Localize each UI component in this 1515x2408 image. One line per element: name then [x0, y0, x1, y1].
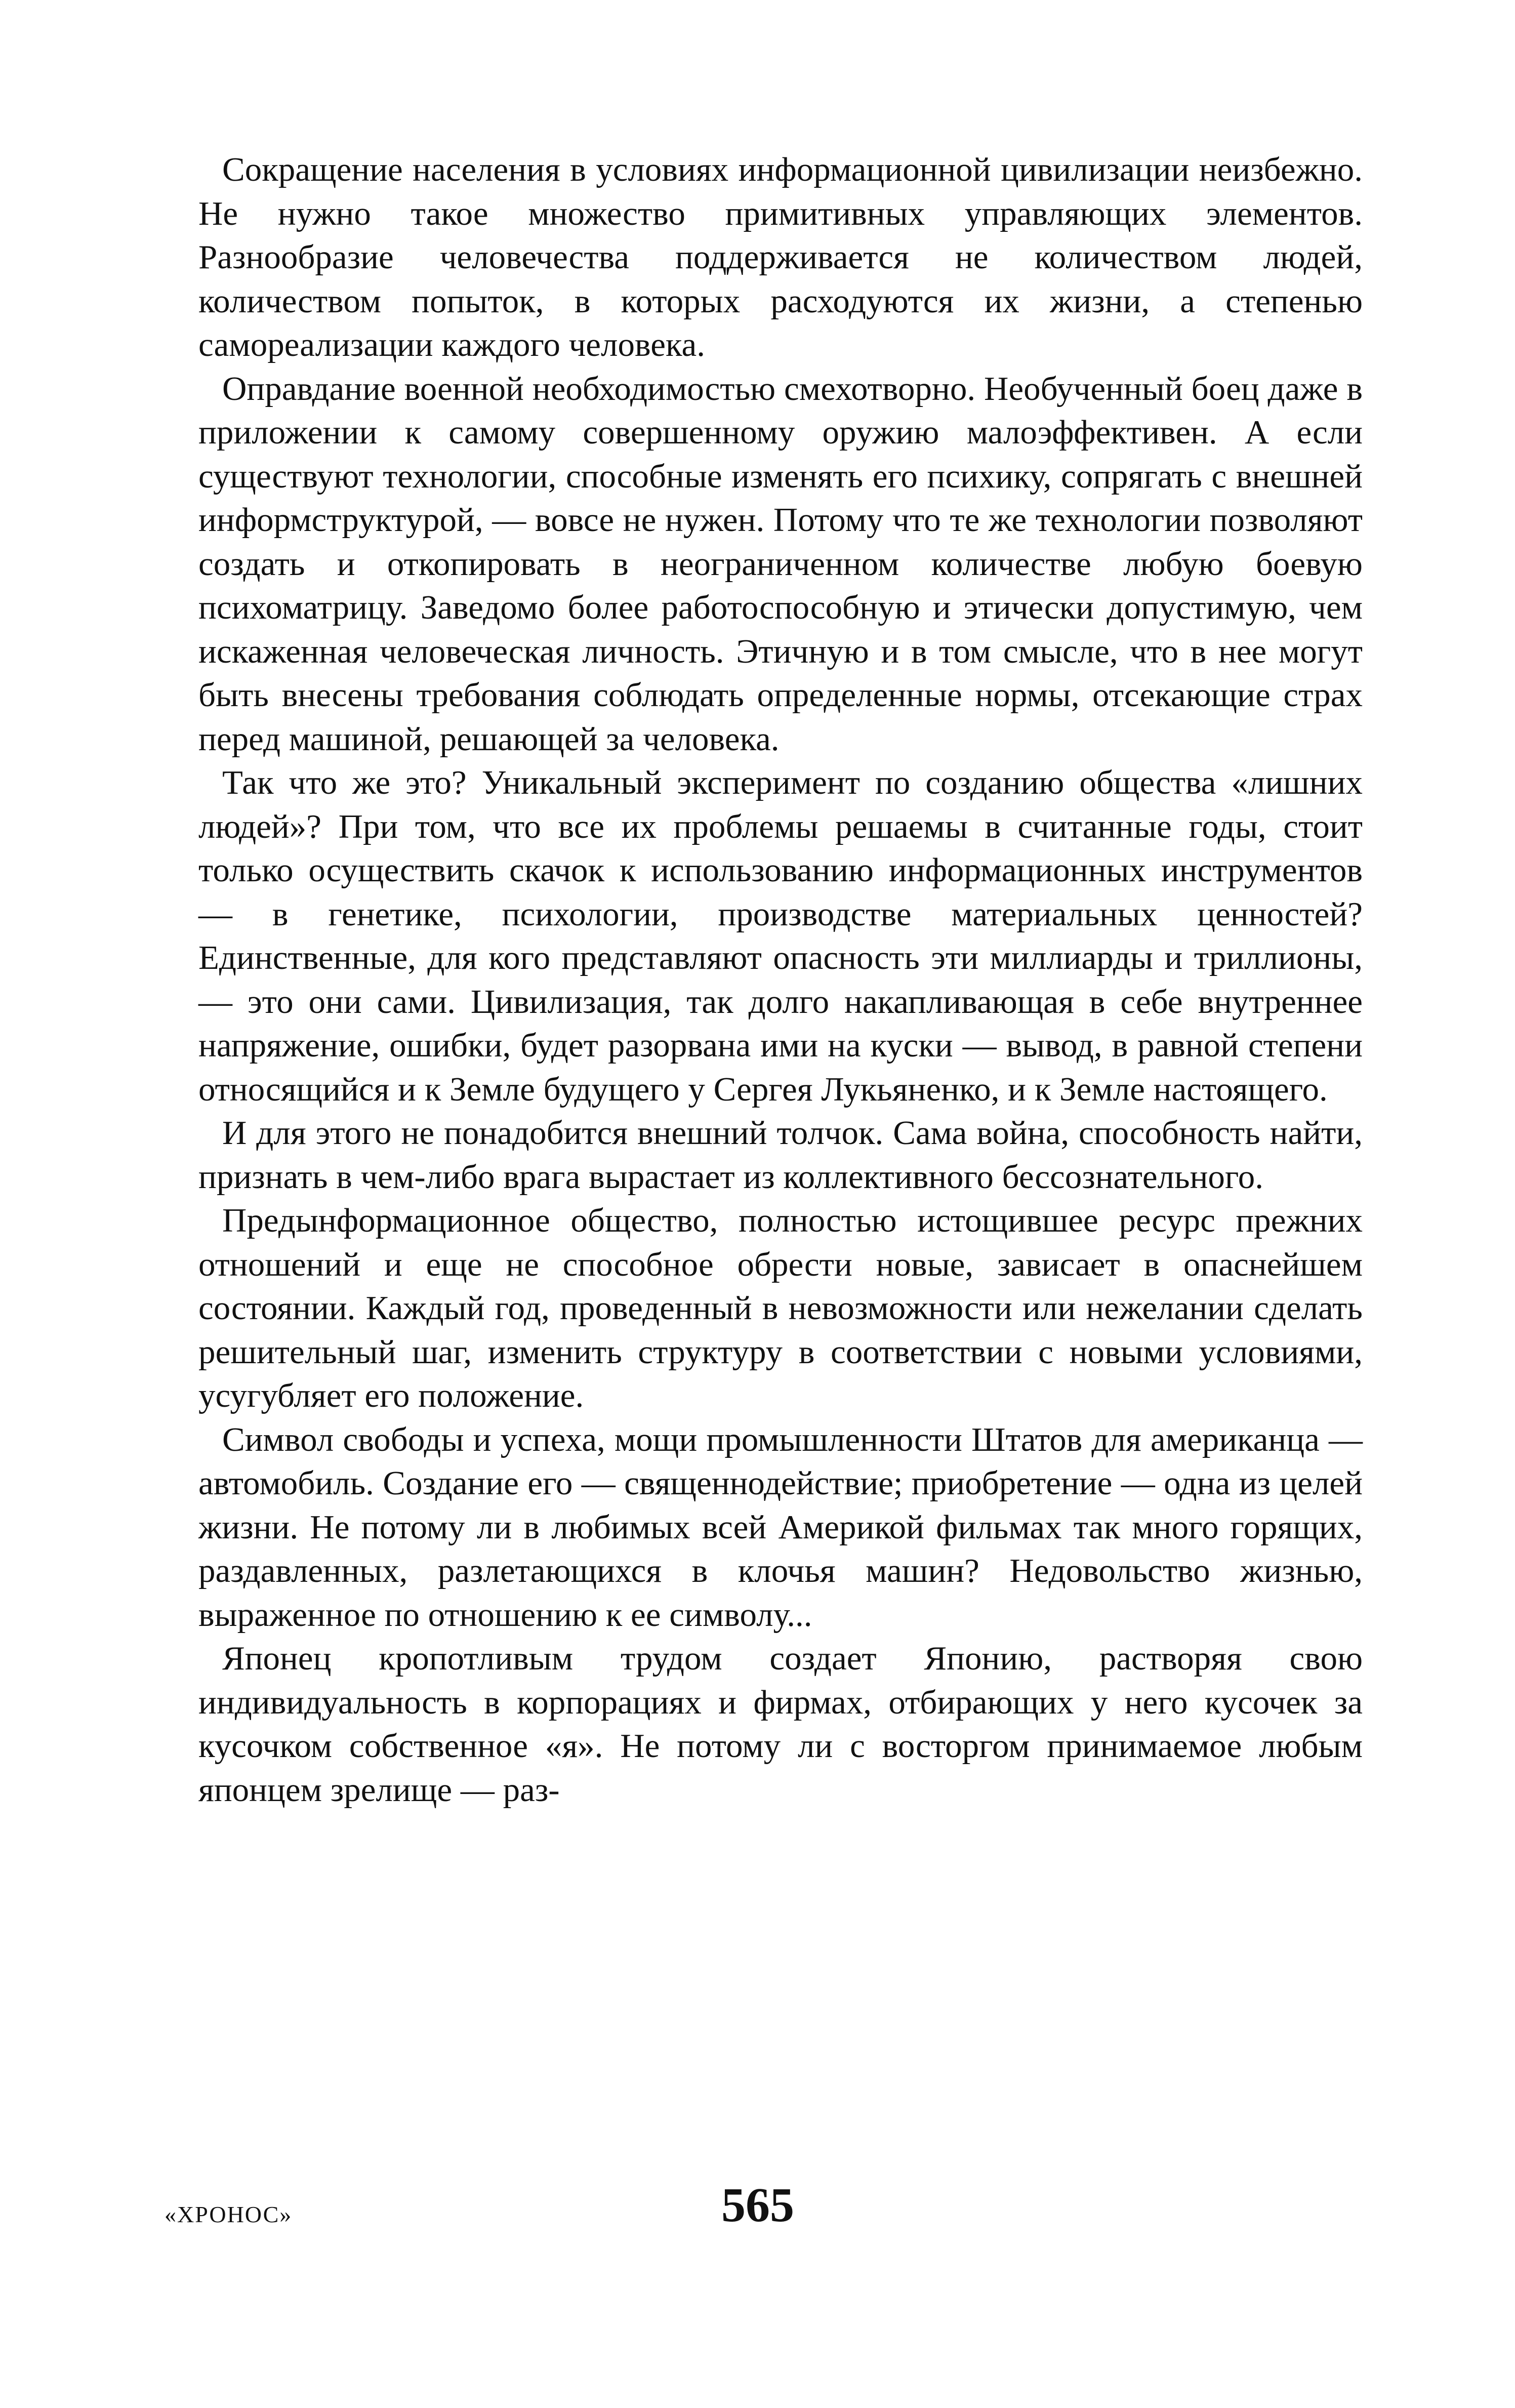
- paragraph-3: Так что же это? Уникальный эксперимент по созданию общества «лишних людей»? При том, что все их проблемы решаемы в считанные годы, стоит только осуществить скачок к использованию информационных инструментов — в генетике, психологии, производстве материальных ценностей? Единственные, для кого представляют опасность эти миллиарды и триллионы, — это они сами. Цивилизация, так долго накапливающая в себе внутреннее напряжение, ошибки, будет разорвана ими на куски — вывод, в равной степени относящийся и к Земле будущего у Сергея Лукьяненко, и к Земле настоящего.: [198, 764, 1363, 1108]
- paragraph-5: Предынформационное общество, полностью истощившее ресурс прежних отношений и еще не способное обрести новые, зависает в опаснейшем состоянии. Каждый год, проведенный в невозможности или нежелании сделать решительный шаг, изменить структуру в соответствии с новыми условиями, усугубляет его положение.: [198, 1202, 1363, 1414]
- page-number: 565: [721, 2178, 794, 2232]
- paragraph-4: И для этого не понадобится внешний толчок. Сама война, способность найти, признать в чем-либо врага вырастает из коллективного бессознательного.: [198, 1114, 1363, 1196]
- publisher-mark: «ХРОНОС»: [165, 2201, 293, 2227]
- paragraph-2: Оправдание военной необходимостью смехотворно. Необученный боец даже в приложении к самому совершенному оружию малоэффективен. А если существуют технологии, способные изменять его психику, сопрягать с внешней информструктурой, — вовсе не нужен. Потому что те же технологии позволяют создать и откопировать в неограниченном количестве любую боевую психоматрицу. Заведомо более работоспособную и этически допустимую, чем искаженная человеческая личность. Этичную и в том смысле, что в нее могут быть внесены требования соблюдать определенные нормы, отсекающие страх перед машиной, решающей за человека.: [198, 370, 1363, 758]
- paragraph-7: Японец кропотливым трудом создает Японию, растворяя свою индивидуальность в корпорациях и фирмах, отбирающих у него кусочек за кусочком собственное «я». Не потому ли с восторгом принимаемое любым японцем зрелище — раз-: [198, 1640, 1363, 1809]
- page-footer: [165, 2177, 1344, 2242]
- body-text: [198, 148, 1363, 1812]
- paragraph-6: Символ свободы и успеха, мощи промышленности Штатов для американца — автомобиль. Создание его — священнодействие; приобретение — одна из целей жизни. Не потому ли в любимых всей Америкой фильмах так много горящих, раздавленных, разлетающихся в клочья машин? Недовольство жизнью, выраженное по отношению к ее символу...: [198, 1420, 1363, 1634]
- paragraph-1: Сокращение населения в условиях информационной цивилизации неизбежно. Не нужно такое множество примитивных управляющих элементов. Разнообразие человечества поддерживается не количеством людей, количеством попыток, в которых расходуются их жизни, а степенью самореализации каждого человека.: [198, 151, 1363, 363]
